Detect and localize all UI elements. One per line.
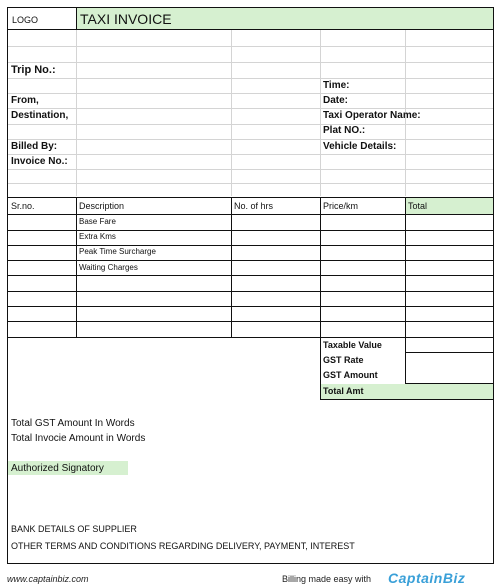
col-hours: No. of hrs bbox=[234, 201, 274, 211]
footer-tagline: Billing made easy with bbox=[282, 574, 372, 584]
total-invoice-words: Total Invocie Amount in Words bbox=[11, 433, 146, 444]
authorized-signatory: Authorized Signatory bbox=[11, 463, 104, 474]
col-srno: Sr.no. bbox=[11, 201, 35, 211]
time-label: Time: bbox=[323, 80, 350, 91]
invoice-sheet bbox=[7, 7, 494, 564]
terms-conditions: OTHER TERMS AND CONDITIONS REGARDING DELIVERY, PAYMENT, INTEREST bbox=[11, 541, 355, 551]
logo-placeholder: LOGO bbox=[12, 15, 39, 25]
col-description: Description bbox=[79, 201, 125, 211]
trip-no-label: Trip No.: bbox=[11, 64, 56, 76]
destination-label: Destination, bbox=[11, 110, 69, 121]
operator-label: Taxi Operator Name: bbox=[323, 110, 421, 121]
row-waiting-charges: Waiting Charges bbox=[79, 263, 138, 272]
taxable-value-label: Taxable Value bbox=[323, 340, 382, 350]
invoice-title: TAXI INVOICE bbox=[80, 11, 172, 27]
row-base-fare: Base Fare bbox=[79, 217, 116, 226]
col-total: Total bbox=[408, 201, 428, 211]
col-price-km: Price/km bbox=[323, 201, 359, 211]
row-extra-kms: Extra Kms bbox=[79, 232, 116, 241]
vehicle-details-label: Vehicle Details: bbox=[323, 141, 397, 152]
bank-details: BANK DETAILS OF SUPPLIER bbox=[11, 524, 137, 534]
date-label: Date: bbox=[323, 95, 349, 106]
gst-rate-label: GST Rate bbox=[323, 355, 364, 365]
row-peak-surcharge: Peak Time Surcharge bbox=[79, 247, 156, 256]
billed-by-label: Billed By: bbox=[11, 141, 58, 152]
gst-amount-label: GST Amount bbox=[323, 370, 378, 380]
total-gst-words: Total GST Amount In Words bbox=[11, 418, 135, 429]
brand-logo: CaptainBiz bbox=[388, 570, 466, 586]
from-label: From, bbox=[11, 95, 39, 106]
website-link[interactable]: www.captainbiz.com bbox=[7, 574, 89, 584]
plate-no-label: Plat NO.: bbox=[323, 125, 366, 136]
invoice-no-label: Invoice No.: bbox=[11, 156, 68, 167]
total-amt-label: Total Amt bbox=[323, 386, 364, 396]
